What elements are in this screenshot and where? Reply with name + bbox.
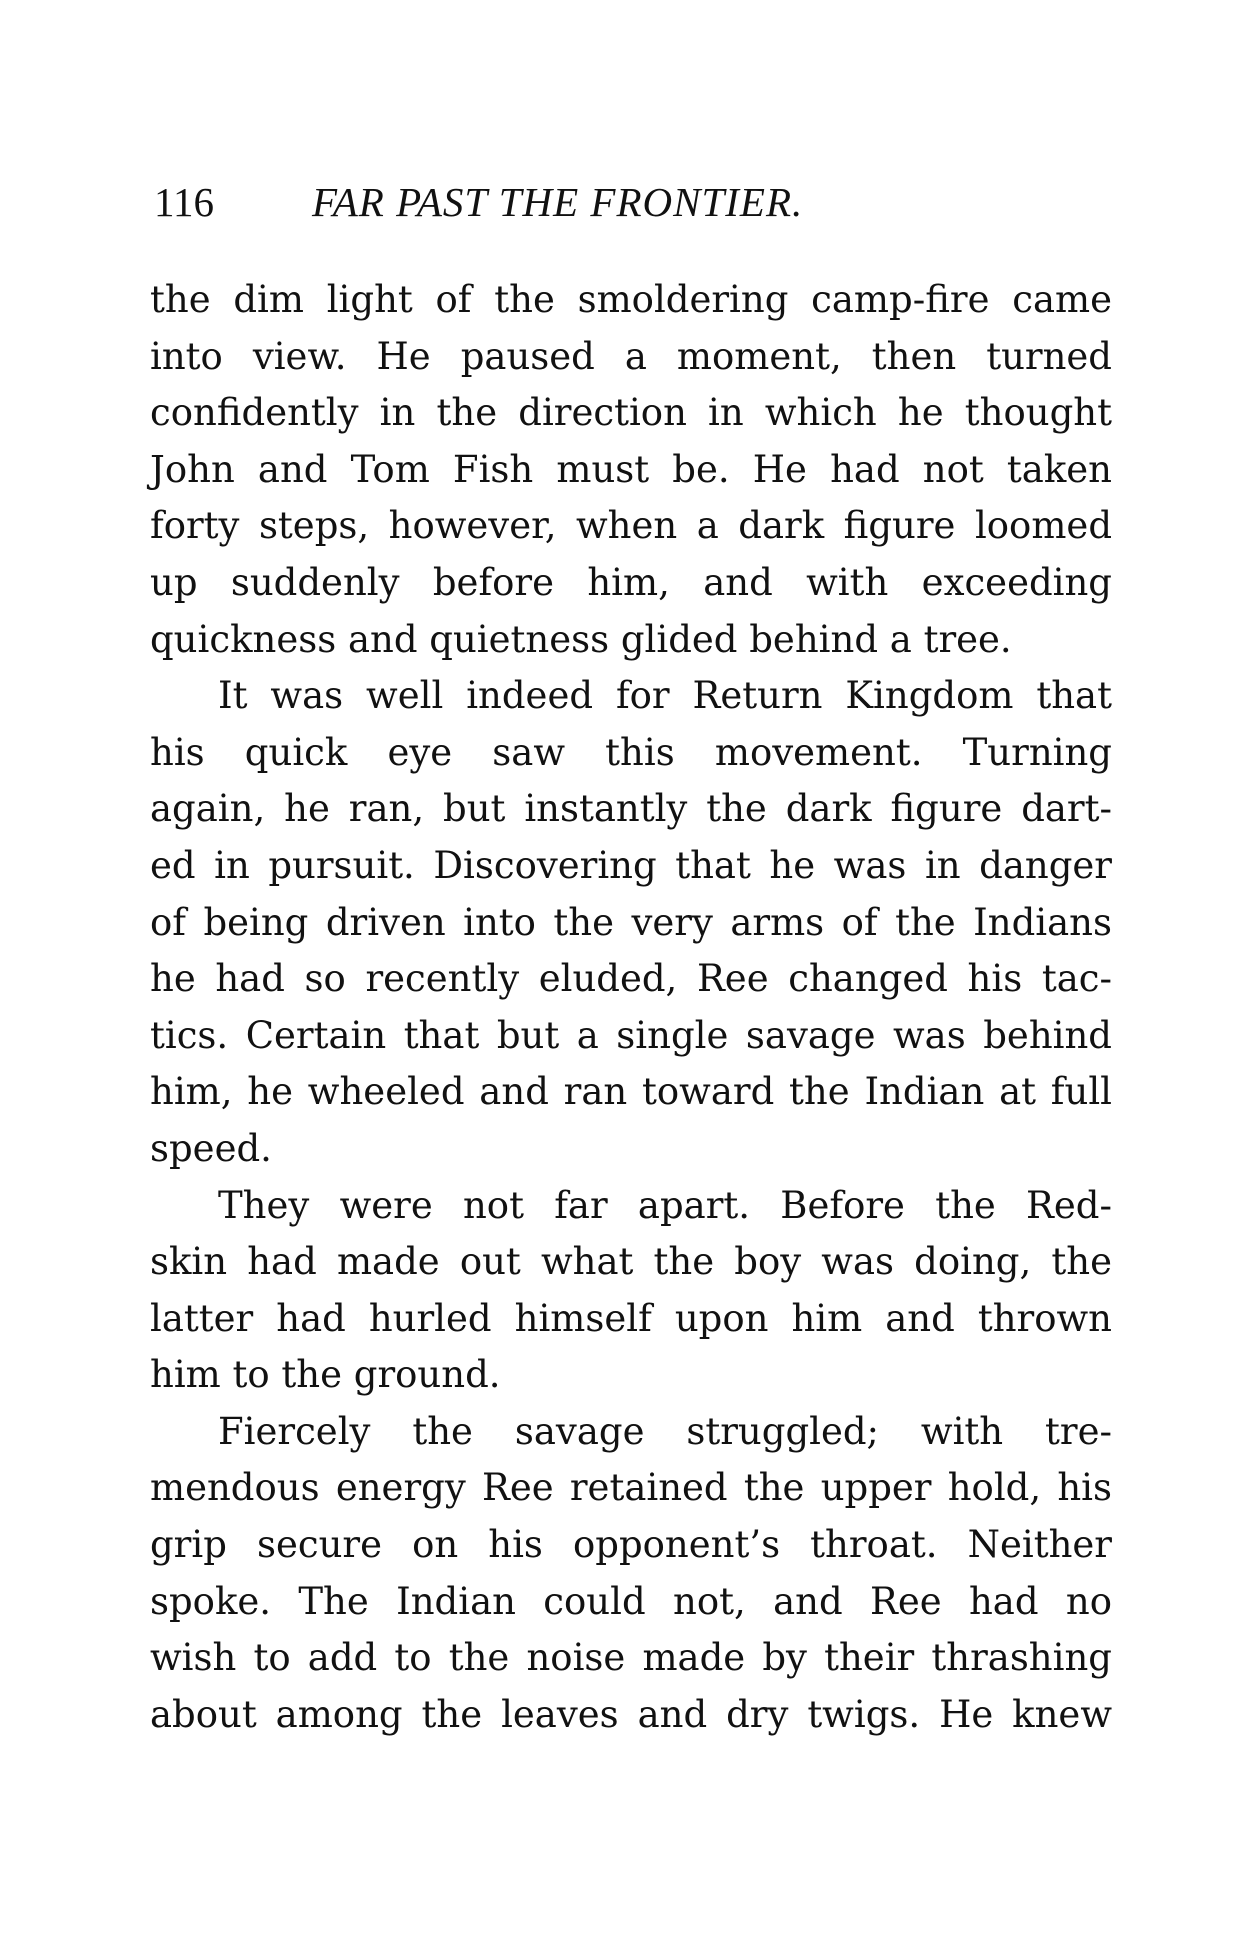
text-line: mendous energy Ree retained the upper hold, his xyxy=(150,1466,1112,1510)
text-line: confidently in the direction in which he thought xyxy=(150,391,1112,435)
text-line: quickness and quietness glided behind a tree. xyxy=(150,617,1012,661)
text-line: skin had made out what the boy was doing, the xyxy=(150,1240,1112,1284)
text-line: Fiercely the savage struggled; with tre- xyxy=(218,1409,1112,1453)
text-line: his quick eye saw this movement. Turning xyxy=(150,730,1112,774)
text-line: he had so recently eluded, Ree changed his tac- xyxy=(150,957,1112,1001)
text-line: up suddenly before him, and with exceeding xyxy=(150,560,1112,604)
text-line: into view. He paused a moment, then turned xyxy=(150,334,1112,378)
text-line: It was well indeed for Return Kingdom that xyxy=(218,674,1112,718)
text-line: of being driven into the very arms of the Indians xyxy=(150,900,1112,944)
text-line: latter had hurled himself upon him and thrown xyxy=(150,1296,1112,1340)
text-line: ed in pursuit. Discovering that he was in danger xyxy=(150,843,1112,887)
text-line: about among the leaves and dry twigs. He knew xyxy=(150,1692,1112,1736)
body-text xyxy=(150,272,1112,1743)
text-line: speed. xyxy=(150,1126,272,1170)
page-number: 116 xyxy=(154,179,214,225)
text-line: grip secure on his opponent’s throat. Neither xyxy=(150,1523,1112,1567)
text-line: him, he wheeled and ran toward the Indian at full xyxy=(150,1070,1112,1114)
text-line: They were not far apart. Before the Red- xyxy=(218,1183,1112,1227)
text-line: spoke. The Indian could not, and Ree had no xyxy=(150,1579,1112,1623)
text-line: the dim light of the smoldering camp-fire came xyxy=(150,278,1112,321)
text-line: forty steps, however, when a dark figure loomed xyxy=(150,504,1112,548)
text-line: wish to add to the noise made by their thrashing xyxy=(150,1636,1112,1680)
running-head xyxy=(154,172,1114,232)
text-line: John and Tom Fish must be. He had not taken xyxy=(150,447,1112,491)
running-title: FAR PAST THE FRONTIER. xyxy=(312,179,804,225)
text-line: tics. Certain that but a single savage was behind xyxy=(150,1013,1112,1057)
text-line: again, he ran, but instantly the dark figure dart- xyxy=(150,787,1112,831)
text-line: him to the ground. xyxy=(150,1353,501,1397)
